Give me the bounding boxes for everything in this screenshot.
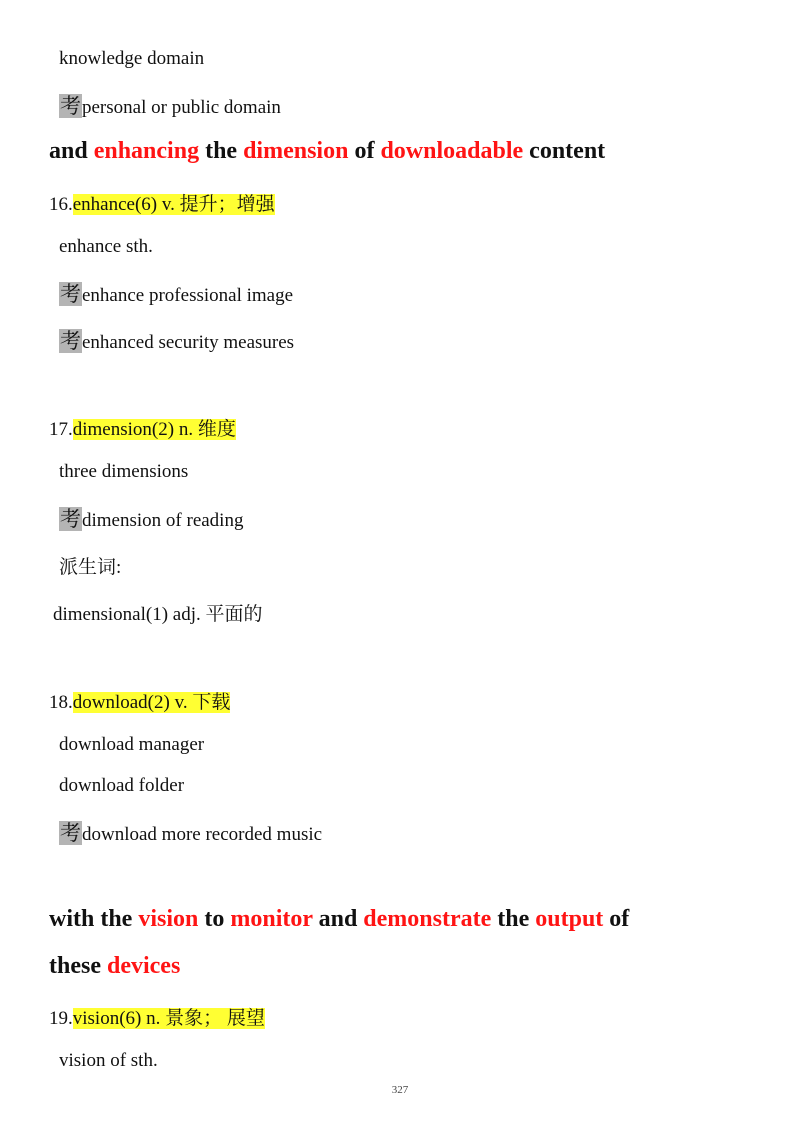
exam-badge: 考 [60,282,81,306]
entry-number: 18. [49,692,73,713]
example-text: download more recorded music [82,824,323,845]
example-line: download folder [59,775,185,796]
headword: dimension(2) n. 维度 [72,419,236,440]
entry-17-heading [49,414,236,441]
entry-16-heading [49,189,275,216]
exam-badge: 考 [60,821,81,845]
example-line [59,503,243,533]
headword: enhance(6) v. 提升；增强 [72,194,275,215]
example-line [59,278,293,308]
sentence-text: content [523,138,606,164]
example-line: three dimensions [59,461,189,482]
sentence-heading [49,138,605,165]
sentence-heading [49,906,629,933]
example-line: knowledge domain [59,48,205,69]
example-line: enhance sth. [59,236,153,257]
sentence-text: and [49,138,94,164]
key-word: vision [138,906,199,932]
sentence-text: of [348,138,381,164]
example-text: enhance professional image [82,285,294,306]
derivative-label: 派生词: [59,557,122,578]
key-word: devices [106,953,181,979]
sentence-heading [49,953,180,980]
example-line: vision of sth. [59,1050,158,1071]
entry-number: 16. [49,194,73,215]
entry-18-heading [49,687,230,714]
sentence-text: of [603,906,630,932]
entry-19-heading [49,1003,265,1030]
sentence-text: and [312,906,364,932]
exam-badge: 考 [60,329,81,353]
example-line [59,90,281,120]
key-word: output [535,906,604,932]
example-line: download manager [59,734,205,755]
key-word: enhancing [93,138,200,164]
sentence-text: the [199,138,244,164]
page-number: 327 [391,1084,409,1096]
key-word: monitor [230,906,313,932]
example-text: dimension of reading [82,510,244,531]
key-word: demonstrate [363,906,492,932]
sentence-text: these [49,953,107,979]
example-text: personal or public domain [82,97,281,118]
exam-badge: 考 [60,507,81,531]
derivative-word: dimensional(1) adj. 平面的 [53,604,263,625]
exam-badge: 考 [60,94,81,118]
example-line [59,817,322,847]
example-text: enhanced security measures [82,332,295,353]
headword: vision(6) n. 景象； 展望 [72,1008,265,1029]
key-word: dimension [243,138,349,164]
key-word: downloadable [380,138,524,164]
example-line [59,325,294,355]
sentence-text: the [491,906,536,932]
sentence-text: with the [49,906,139,932]
sentence-text: to [198,906,231,932]
entry-number: 19. [49,1008,73,1029]
entry-number: 17. [49,419,73,440]
headword: download(2) v. 下载 [72,692,231,713]
